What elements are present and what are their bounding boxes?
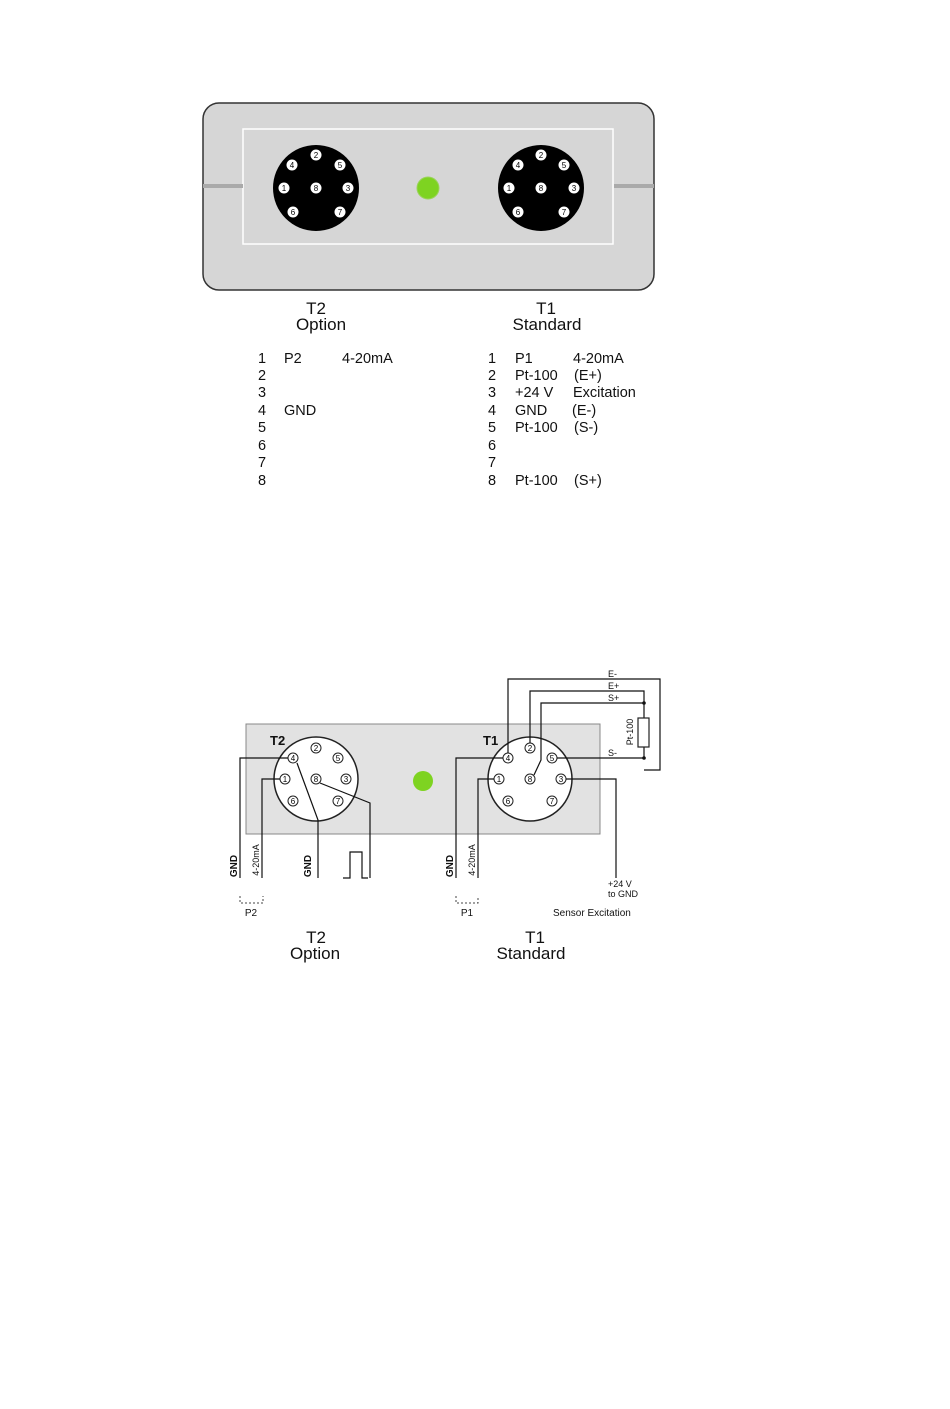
t1-caption-type: Standard	[512, 315, 582, 334]
svg-text:4: 4	[505, 754, 511, 763]
table-cell: (S-)	[574, 420, 599, 436]
table-cell: (S+)	[574, 473, 602, 489]
svg-text:6: 6	[505, 797, 511, 806]
t1-current-label: 4-20mA	[467, 844, 477, 876]
svg-text:8: 8	[538, 184, 544, 193]
v24-label: +24 V	[608, 879, 632, 889]
table-cell: +24 V	[515, 385, 554, 401]
table-row: 4	[258, 403, 267, 419]
t2-wiring-pin	[288, 753, 298, 763]
svg-text:2: 2	[313, 744, 319, 753]
table-row: 5	[258, 420, 267, 436]
to-gnd-label: to GND	[608, 889, 639, 899]
table-cell: (E+)	[574, 368, 602, 384]
table-cell: GND	[284, 403, 317, 419]
wiring-t1-caption-type: Standard	[496, 944, 566, 963]
status-led	[417, 177, 439, 199]
t1-pin	[513, 207, 524, 218]
t1-wiring-pin	[525, 774, 535, 784]
table-cell: Excitation	[573, 385, 636, 401]
t1-gnd-label: GND	[445, 854, 456, 878]
svg-text:8: 8	[313, 184, 319, 193]
svg-text:6: 6	[290, 208, 296, 217]
table-cell: Pt-100	[515, 368, 558, 384]
svg-text:5: 5	[561, 161, 567, 170]
s-minus-label: S-	[608, 748, 617, 758]
t2-connector	[273, 145, 359, 231]
svg-text:8: 8	[527, 775, 533, 784]
t2-pin	[343, 183, 354, 194]
t2-pin	[311, 150, 322, 161]
e-minus-label: E-	[608, 669, 617, 679]
svg-text:5: 5	[549, 754, 555, 763]
t1-wiring-pin	[494, 774, 504, 784]
table-row: 6	[488, 438, 497, 454]
t1-wiring-pin	[547, 753, 557, 763]
table-cell: 4-20mA	[573, 351, 624, 367]
t2-pin	[288, 207, 299, 218]
svg-text:7: 7	[337, 208, 343, 217]
svg-text:1: 1	[282, 775, 288, 784]
t1-caption-name: T1	[536, 299, 556, 318]
t1-connector	[498, 145, 584, 231]
svg-text:7: 7	[549, 797, 555, 806]
t2-wiring-label: T2	[270, 733, 286, 748]
t2-wiring-pin	[333, 753, 343, 763]
svg-text:3: 3	[558, 775, 564, 784]
table-row: 2	[258, 368, 267, 384]
t2-caption-type: Option	[295, 315, 347, 334]
svg-text:3: 3	[345, 184, 351, 193]
table-cell: 4-20mA	[342, 351, 393, 367]
table-row: 3	[258, 385, 267, 401]
pt100-label: Pt-100	[625, 718, 635, 746]
table-cell: P1	[515, 351, 533, 367]
t1-pinout-table	[488, 351, 636, 489]
t1-pin	[569, 183, 580, 194]
t1-wiring-pin	[503, 753, 513, 763]
table-row: 6	[258, 438, 267, 454]
t2-pin	[335, 160, 346, 171]
t1-pin	[559, 160, 570, 171]
wiring-t2-caption-type: Option	[289, 944, 341, 963]
device-face	[203, 103, 654, 290]
table-row: 8	[488, 473, 497, 489]
table-row: 1	[488, 351, 497, 367]
t2-caption-name: T2	[306, 299, 326, 318]
table-row: 3	[488, 385, 497, 401]
t1-pin	[513, 160, 524, 171]
svg-text:6: 6	[290, 797, 296, 806]
pt100-resistor	[638, 718, 649, 747]
t2-pin	[311, 183, 322, 194]
svg-text:3: 3	[571, 184, 577, 193]
svg-text:5: 5	[337, 161, 343, 170]
svg-text:2: 2	[527, 744, 533, 753]
t2-pin	[279, 183, 290, 194]
svg-text:7: 7	[335, 797, 341, 806]
svg-text:3: 3	[343, 775, 349, 784]
t1-pin	[536, 183, 547, 194]
p2-label: P2	[244, 908, 258, 919]
t2-pin	[287, 160, 298, 171]
t2-wiring-pin	[280, 774, 290, 784]
table-cell: Pt-100	[515, 420, 558, 436]
svg-text:1: 1	[506, 184, 512, 193]
t2-wiring-connector	[274, 737, 358, 821]
t2-wiring-pin	[311, 743, 321, 753]
svg-text:6: 6	[515, 208, 521, 217]
table-row: 2	[488, 368, 497, 384]
table-row: 7	[488, 455, 497, 471]
t1-pin	[504, 183, 515, 194]
t1-pin	[536, 150, 547, 161]
t1-wiring-connector	[488, 737, 572, 821]
table-cell: P2	[284, 351, 302, 367]
t1-pin	[559, 207, 570, 218]
table-cell: Pt-100	[515, 473, 558, 489]
table-row: 4	[488, 403, 497, 419]
t1-wiring-pin	[525, 743, 535, 753]
svg-text:1: 1	[496, 775, 502, 784]
table-cell: (E-)	[572, 403, 597, 419]
wiring-diagram	[229, 669, 660, 919]
svg-text:8: 8	[313, 775, 319, 784]
t2-wiring-pin	[341, 774, 351, 784]
t1-wiring-pin	[503, 796, 513, 806]
t2-gnd2-label: GND	[303, 854, 314, 878]
table-cell: GND	[515, 403, 548, 419]
svg-text:5: 5	[335, 754, 341, 763]
e-plus-label: E+	[608, 681, 620, 691]
table-row: 7	[258, 455, 267, 471]
t2-wiring-pin	[311, 774, 321, 784]
wiring-t2-caption-name: T2	[306, 928, 326, 947]
svg-text:4: 4	[289, 161, 295, 170]
s-plus-label: S+	[608, 693, 620, 703]
t2-wiring-pin	[288, 796, 298, 806]
svg-text:2: 2	[538, 151, 544, 160]
wiring-status-led	[413, 771, 433, 791]
t2-gnd-label: GND	[229, 854, 240, 878]
t1-wiring-pin	[547, 796, 557, 806]
svg-text:7: 7	[561, 208, 567, 217]
sensor-excitation-label: Sensor Excitation	[553, 908, 631, 919]
table-row: 8	[258, 473, 267, 489]
t1-wiring-label: T1	[483, 733, 499, 748]
wiring-t1-caption-name: T1	[525, 928, 545, 947]
svg-text:1: 1	[281, 184, 287, 193]
table-row: 1	[258, 351, 267, 367]
t2-current-label: 4-20mA	[251, 844, 261, 876]
svg-text:4: 4	[515, 161, 521, 170]
t2-pin	[335, 207, 346, 218]
svg-text:2: 2	[313, 151, 319, 160]
table-row: 5	[488, 420, 497, 436]
svg-text:4: 4	[290, 754, 296, 763]
t2-pinout-table	[258, 351, 393, 489]
t2-wiring-pin	[333, 796, 343, 806]
p1-label: P1	[460, 908, 474, 919]
t1-wiring-pin	[556, 774, 566, 784]
